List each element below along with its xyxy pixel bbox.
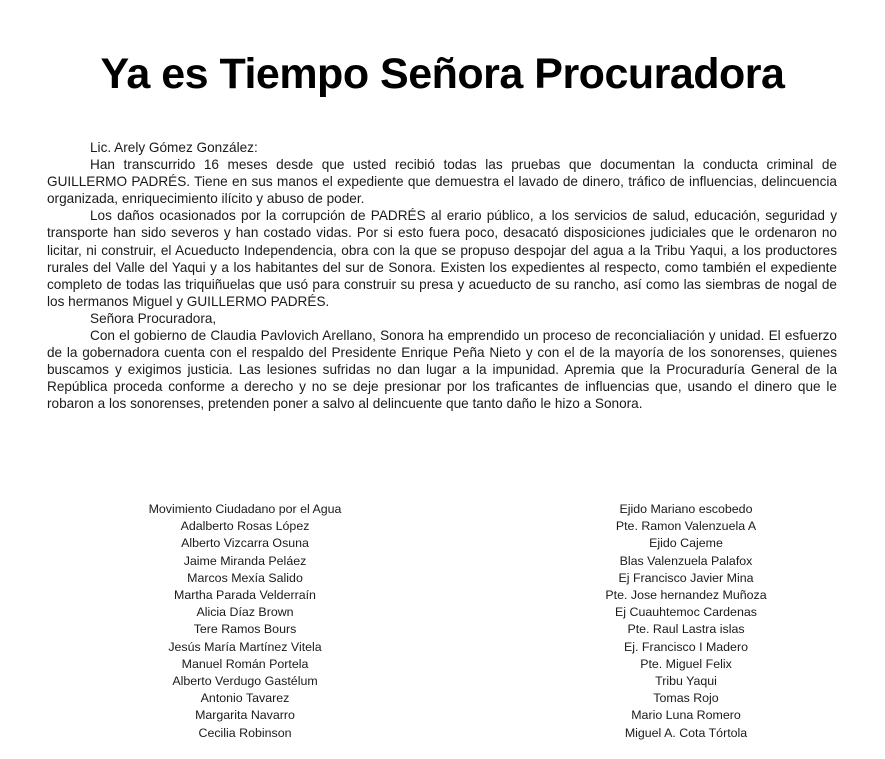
signatory: Alicia Díaz Brown xyxy=(196,605,294,620)
signatory: Movimiento Ciudadano por el Agua xyxy=(148,502,342,516)
signatory: Cecilia Robinson xyxy=(198,725,292,740)
signatory: Jaime Miranda Peláez xyxy=(183,553,307,568)
signatory: Margarita Navarro xyxy=(195,708,295,723)
signatory: Alberto Vizcarra Osuna xyxy=(181,536,309,551)
letter-paragraph: Los daños ocasionados por la corrupción de PADRÉS al erario público, a los servicios de salud, educación, seguridad y transporte han sido severos y han costado vidas. Por si esto fuera poco, desacató disposiciones judiciales que le ordenaron no licitar, ni construir, el Acueducto Independencia, obra con la que se propuso despojar del agua a la Tribu Yaqui, a los productores rurales del Valle del Yaqui y a los habitantes del sur de Sonora. Existen los expedientes al respecto, como también el expediente completo de todas las triquiñuelas que usó para construir su presa y acueducto de su rancho, así como las siembras de nogal de los hermanos Miguel y GUILLERMO PADRÉS. xyxy=(47,208,837,309)
signatory: Pte. Miguel Felix xyxy=(640,656,732,671)
signatory: Pte. Ramon Valenzuela A xyxy=(615,519,757,534)
letter-body xyxy=(47,139,837,413)
signatory: Martha Parada Velderraín xyxy=(174,588,316,603)
signatory: Pte. Jose hernandez Muñoza xyxy=(605,588,767,603)
letter-salutation: Lic. Arely Gómez González: xyxy=(90,140,258,155)
signatory: Marcos Mexía Salido xyxy=(187,570,303,585)
signatory: Alberto Verdugo Gastélum xyxy=(172,674,318,689)
signatory: Miguel A. Cota Tórtola xyxy=(624,725,748,740)
letter-paragraph: Señora Procuradora, xyxy=(90,310,217,326)
signatory: Mario Luna Romero xyxy=(631,708,741,723)
signatory: Ejido Cajeme xyxy=(649,536,723,551)
signatory: Pte. Raul Lastra islas xyxy=(627,622,745,637)
signatory: Ej. Francisco I Madero xyxy=(624,639,748,654)
signatories-left xyxy=(115,501,375,742)
page-title: Ya es Tiempo Señora Procuradora xyxy=(100,50,785,98)
signatory: Tere Ramos Bours xyxy=(193,622,297,637)
signatory: Tribu Yaqui xyxy=(655,674,717,689)
signatory: Adalberto Rosas López xyxy=(180,519,310,534)
signatory: Manuel Román Portela xyxy=(181,656,309,671)
signatories-right xyxy=(556,501,816,742)
signatory: Ej Cuauhtemoc Cardenas xyxy=(615,605,757,620)
signatory: Jesús María Martínez Vitela xyxy=(168,639,322,654)
signatory: Tomas Rojo xyxy=(653,691,719,706)
signatory: Blas Valenzuela Palafox xyxy=(619,553,753,568)
signatory: Ejido Mariano escobedo xyxy=(619,502,753,516)
signatory: Antonio Tavarez xyxy=(200,691,290,706)
signatory: Ej Francisco Javier Mina xyxy=(618,570,754,585)
letter-paragraph: Han transcurrido 16 meses desde que usted recibió todas las pruebas que documentan la conducta criminal de GUILLERMO PADRÉS. Tiene en sus manos el expediente que demuestra el lavado de dinero, tráfico de influencias, delincuencia organizada, enriquecimiento ilícito y abuso de poder. xyxy=(47,157,837,207)
letter-paragraph: Con el gobierno de Claudia Pavlovich Arellano, Sonora ha emprendido un proceso de reconcialiación y unidad. El esfuerzo de la gobernadora cuenta con el respaldo del Presidente Enrique Peña Nieto y con el de la mayoría de los sonorenses, quienes buscamos y exigimos justicia. Las lesiones sufridas no dan lugar a la impunidad. Apremia que la Procuraduría General de la República proceda conforme a derecho y no se deje presionar por los traficantes de influencias que, usando el dinero que le robaron a los sonorenses, pretenden poner a salvo al delincuente que tanto daño le hizo a Sonora. xyxy=(47,328,837,412)
